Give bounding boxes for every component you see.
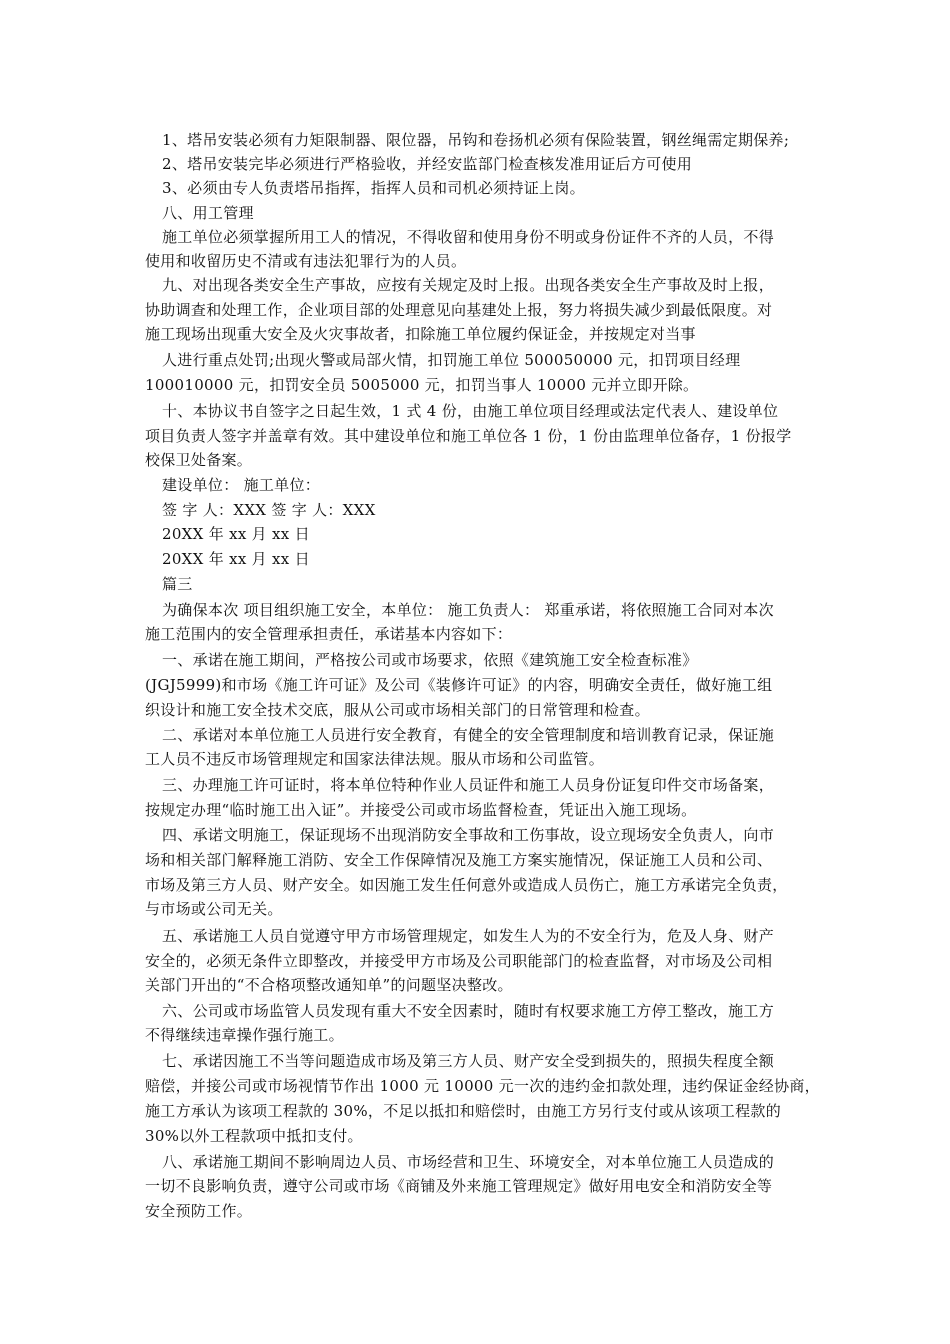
text-line: 工人员不违反市场管理规定和国家法律法规。服从市场和公司监管。 bbox=[145, 750, 605, 768]
text-line: 市场及第三方人员、财产安全。如因施工发生任何意外或造成人员伤亡，施工方承诺完全负责， bbox=[145, 876, 788, 894]
text-line: 2、塔吊安装完毕必须进行严格验收，并经安监部门检查核发准用证后方可使用 bbox=[162, 155, 693, 173]
text-line: 三、办理施工许可证时，将本单位特种作业人员证件和施工人员身份证复印件交市场备案， bbox=[162, 776, 775, 794]
text-line: 织设计和施工安全技术交底，服从公司或市场相关部门的日常管理和检查。 bbox=[145, 701, 650, 719]
text-line: 八、承诺施工期间不影响周边人员、市场经营和卫生、环境安全，对本单位施工人员造成的 bbox=[162, 1153, 775, 1171]
text-line: 与市场或公司无关。 bbox=[145, 900, 283, 918]
text-line: 施工单位必须掌握所用工人的情况，不得收留和使用身份不明或身份证件不齐的人员，不得 bbox=[162, 228, 775, 246]
text-line: 九、对出现各类安全生产事故，应按有关规定及时上报。出现各类安全生产事故及时上报， bbox=[162, 276, 775, 294]
text-line: 五、承诺施工人员自觉遵守甲方市场管理规定，如发生人为的不安全行为，危及人身、财产 bbox=[162, 927, 775, 945]
text-line: 关部门开出的“不合格项整改通知单”的问题坚决整改。 bbox=[145, 976, 513, 994]
text-line: 30%以外工程款项中抵扣支付。 bbox=[145, 1127, 363, 1145]
text-line: 项目负责人签字并盖章有效。其中建设单位和施工单位各 1 份，1 份由监理单位备存，1 份报学 bbox=[145, 427, 792, 445]
text-line: 十、本协议书自签字之日起生效，1 式 4 份，由施工单位项目经理或法定代表人、建设单位 bbox=[162, 402, 779, 420]
text-line: 使用和收留历史不清或有违法犯罪行为的人员。 bbox=[145, 252, 467, 270]
text-line: 为确保本次 项目组织施工安全，本单位： 施工负责人： 郑重承诺，将依照施工合同对本次 bbox=[162, 601, 774, 619]
text-line: 100010000 元，扣罚安全员 5005000 元，扣罚当事人 10000 元并立即开除。 bbox=[145, 376, 699, 394]
text-line: 场和相关部门解释施工消防、安全工作保障情况及施工方案实施情况，保证施工人员和公司、 bbox=[145, 851, 773, 869]
text-line: 校保卫处备案。 bbox=[145, 451, 253, 469]
section-heading: 篇三 bbox=[162, 575, 193, 593]
text-line: 七、承诺因施工不当等问题造成市场及第三方人员、财产安全受到损失的，照损失程度全额 bbox=[162, 1052, 775, 1070]
date-line: 20XX 年 xx 月 xx 日 bbox=[162, 550, 310, 568]
text-line: 人进行重点处罚;出现火警或局部火情，扣罚施工单位 500050000 元，扣罚项目经理 bbox=[162, 351, 741, 369]
section-heading: 八、用工管理 bbox=[162, 204, 254, 222]
signature-label: 建设单位： 施工单位： bbox=[162, 476, 321, 494]
text-line: 安全的，必须无条件立即整改，并接受甲方市场及公司职能部门的检查监督，对市场及公司相 bbox=[145, 952, 773, 970]
date-line: 20XX 年 xx 月 xx 日 bbox=[162, 525, 310, 543]
text-line: 施工范围内的安全管理承担责任，承诺基本内容如下： bbox=[145, 625, 513, 643]
text-line: 3、必须由专人负责塔吊指挥，指挥人员和司机必须持证上岗。 bbox=[162, 179, 585, 197]
text-line: (JGJ5999)和市场《施工许可证》及公司《装修许可证》的内容，明确安全责任，做好施工组 bbox=[145, 676, 773, 694]
text-line: 不得继续违章操作强行施工。 bbox=[145, 1026, 344, 1044]
text-line: 施工方承认为该项工程款的 30%，不足以抵扣和赔偿时，由施工方另行支付或从该项工程款的 bbox=[145, 1102, 782, 1120]
text-line: 四、承诺文明施工，保证现场不出现消防安全事故和工伤事故，设立现场安全负责人，向市 bbox=[162, 826, 775, 844]
text-line: 按规定办理“临时施工出入证”。并接受公司或市场监督检查，凭证出入施工现场。 bbox=[145, 801, 697, 819]
text-line: 赔偿，并接公司或市场视情节作出 1000 元 10000 元一次的违约金扣款处理，违约保证金经协商， bbox=[145, 1077, 820, 1095]
text-line: 一切不良影响负责，遵守公司或市场《商铺及外来施工管理规定》做好用电安全和消防安全等 bbox=[145, 1177, 773, 1195]
text-line: 1、塔吊安装必须有力矩限制器、限位器，吊钩和卷扬机必须有保险装置，钢丝绳需定期保养; bbox=[162, 131, 790, 149]
text-line: 六、公司或市场监管人员发现有重大不安全因素时，随时有权要求施工方停工整改，施工方 bbox=[162, 1002, 775, 1020]
text-line: 二、承诺对本单位施工人员进行安全教育，有健全的安全管理制度和培训教育记录，保证施 bbox=[162, 726, 775, 744]
text-line: 协助调查和处理工作，企业项目部的处理意见向基建处上报，努力将损失减少到最低限度。对 bbox=[145, 301, 773, 319]
text-line: 施工现场出现重大安全及火灾事故者，扣除施工单位履约保证金，并按规定对当事 bbox=[145, 325, 696, 343]
signature-line: 签 字 人：XXX 签 字 人：XXX bbox=[162, 501, 376, 519]
text-line: 安全预防工作。 bbox=[145, 1202, 253, 1220]
text-line: 一、承诺在施工期间，严格按公司或市场要求，依照《建筑施工安全检查标准》 bbox=[162, 651, 698, 669]
